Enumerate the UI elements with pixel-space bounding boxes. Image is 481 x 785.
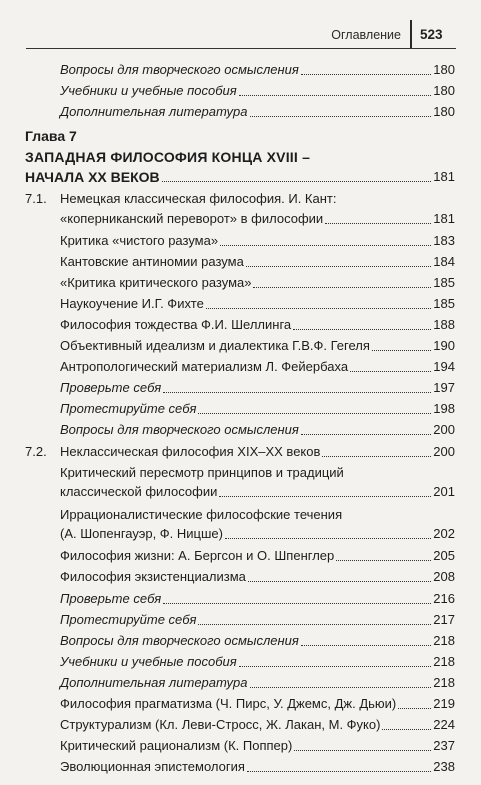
header-rule (26, 48, 456, 49)
dot-leader (206, 308, 431, 309)
entry-page: 218 (433, 633, 455, 648)
toc-entry (0, 231, 481, 251)
dot-leader (198, 413, 431, 414)
chapter-title-line1: ЗАПАДНАЯ ФИЛОСОФИЯ КОНЦА XVIII – (25, 149, 311, 165)
toc-entry (0, 652, 481, 672)
toc-entry (0, 273, 481, 293)
toc-entry (0, 294, 481, 314)
entry-page: 184 (433, 254, 455, 269)
dot-leader (336, 560, 431, 561)
entry-title-line1: Иррационалистические философские течения (60, 507, 343, 522)
entry-page: 197 (433, 380, 455, 395)
entry-title: Вопросы для творческого осмысления (60, 62, 299, 77)
entry-page: 202 (433, 526, 455, 541)
entry-page: 181 (433, 211, 455, 226)
toc-entry (0, 420, 481, 440)
chapter-title-line2: НАЧАЛА XX ВЕКОВ (25, 169, 160, 185)
dot-leader (239, 666, 432, 667)
toc-entry (0, 81, 481, 101)
entry-title: Эволюционная эпистемология (60, 759, 245, 774)
entry-title: Дополнительная литература (60, 675, 248, 690)
toc-entry (0, 60, 481, 80)
dot-leader (219, 496, 431, 497)
dot-leader (220, 245, 431, 246)
entry-page: 185 (433, 296, 455, 311)
entry-page: 194 (433, 359, 455, 374)
entry-page: 181 (433, 169, 455, 184)
dot-leader (372, 350, 431, 351)
toc-entry (0, 757, 481, 777)
entry-page: 219 (433, 696, 455, 711)
dot-leader (239, 95, 432, 96)
toc-entry (0, 482, 481, 502)
dot-leader (162, 181, 432, 182)
section-title-line1: Неклассическая философия XIX–XX веков (60, 444, 321, 459)
header-separator (410, 20, 412, 48)
dot-leader (163, 392, 431, 393)
toc-entry (0, 336, 481, 356)
toc-entry (0, 715, 481, 735)
toc-entry (0, 567, 481, 587)
entry-title: Учебники и учебные пособия (60, 83, 237, 98)
entry-title: Антропологический материализм Л. Фейербаха (60, 359, 349, 374)
dot-leader (294, 750, 431, 751)
entry-page: 218 (433, 675, 455, 690)
entry-page: 208 (433, 569, 455, 584)
dot-leader (248, 581, 431, 582)
toc-entry (0, 315, 481, 335)
dot-leader (322, 456, 431, 457)
toc-entry (0, 736, 481, 756)
toc-entry-line1 (0, 463, 481, 483)
entry-page: 183 (433, 233, 455, 248)
dot-leader (250, 687, 432, 688)
entry-title: Объективный идеализм и диалектика Г.В.Ф. Гегеля (60, 338, 370, 353)
toc-entry (0, 524, 481, 544)
toc-entry (0, 378, 481, 398)
entry-page: 224 (433, 717, 455, 732)
dot-leader (246, 266, 431, 267)
chapter-title-row (0, 167, 481, 187)
entry-title: Проверьте себя (60, 591, 162, 606)
section-title-line2: «коперниканский переворот» в философии (60, 211, 324, 226)
entry-page: 238 (433, 759, 455, 774)
entry-page: 200 (433, 444, 455, 459)
entry-title: Философия жизни: А. Бергсон и О. Шпенглер (60, 548, 335, 563)
entry-title: Вопросы для творческого осмысления (60, 422, 299, 437)
entry-page: 180 (433, 104, 455, 119)
entry-page: 180 (433, 62, 455, 77)
toc-entry (0, 357, 481, 377)
entry-page: 201 (433, 484, 455, 499)
dot-leader (163, 603, 431, 604)
dot-leader (301, 74, 431, 75)
dot-leader (398, 708, 431, 709)
toc-entry (0, 589, 481, 609)
entry-title: Вопросы для творческого осмысления (60, 633, 299, 648)
toc-entry (0, 399, 481, 419)
entry-page: 180 (433, 83, 455, 98)
entry-title: Учебники и учебные пособия (60, 654, 237, 669)
toc-entry (0, 252, 481, 272)
entry-page: 218 (433, 654, 455, 669)
section-heading-cont (0, 209, 481, 229)
entry-page: 198 (433, 401, 455, 416)
dot-leader (382, 729, 431, 730)
entry-title: Протестируйте себя (60, 401, 197, 416)
entry-page: 200 (433, 422, 455, 437)
dot-leader (198, 624, 431, 625)
section-heading (0, 189, 481, 209)
section-heading (0, 442, 481, 462)
dot-leader (301, 434, 431, 435)
entry-title: Философия экзистенциализма (60, 569, 246, 584)
section-number: 7.2. (25, 444, 47, 459)
entry-page: 205 (433, 548, 455, 563)
dot-leader (325, 223, 431, 224)
entry-title: Кантовские антиномии разума (60, 254, 244, 269)
entry-page: 185 (433, 275, 455, 290)
entry-page: 216 (433, 591, 455, 606)
section-number: 7.1. (25, 191, 47, 206)
section-title-line1: Немецкая классическая философия. И. Кант: (60, 191, 337, 206)
entry-title: «Критика критического разума» (60, 275, 252, 290)
entry-title-line2: (А. Шопенгауэр, Ф. Ницше) (60, 526, 223, 541)
toc-entry (0, 673, 481, 693)
toc-entry (0, 631, 481, 651)
running-header-title: Оглавление (331, 28, 401, 42)
entry-title: Философия тождества Ф.И. Шеллинга (60, 317, 292, 332)
dot-leader (350, 371, 431, 372)
entry-page: 188 (433, 317, 455, 332)
dot-leader (293, 329, 431, 330)
entry-title: Философия прагматизма (Ч. Пирс, У. Джемс, Дж. Дьюи) (60, 696, 397, 711)
toc-entry-line1 (0, 505, 481, 525)
toc-entry (0, 546, 481, 566)
entry-title-line1: Критический пересмотр принципов и традиций (60, 465, 344, 480)
entry-title: Дополнительная литература (60, 104, 248, 119)
dot-leader (225, 538, 431, 539)
entry-title: Структурализм (Кл. Леви-Стросс, Ж. Лакан, М. Фуко) (60, 717, 381, 732)
entry-page: 190 (433, 338, 455, 353)
toc-entry (0, 610, 481, 630)
chapter-label: Глава 7 (25, 128, 77, 144)
toc-entry (0, 694, 481, 714)
entry-title: Критический рационализм (К. Поппер) (60, 738, 293, 753)
entry-title: Критика «чистого разума» (60, 233, 219, 248)
toc-entry (0, 102, 481, 122)
entry-title: Протестируйте себя (60, 612, 197, 627)
entry-title: Проверьте себя (60, 380, 162, 395)
page-number: 523 (420, 27, 443, 42)
entry-page: 237 (433, 738, 455, 753)
dot-leader (250, 116, 432, 117)
dot-leader (301, 645, 431, 646)
entry-title: Наукоучение И.Г. Фихте (60, 296, 204, 311)
dot-leader (247, 771, 431, 772)
entry-title-line2: классической философии (60, 484, 218, 499)
dot-leader (253, 287, 431, 288)
entry-page: 217 (433, 612, 455, 627)
